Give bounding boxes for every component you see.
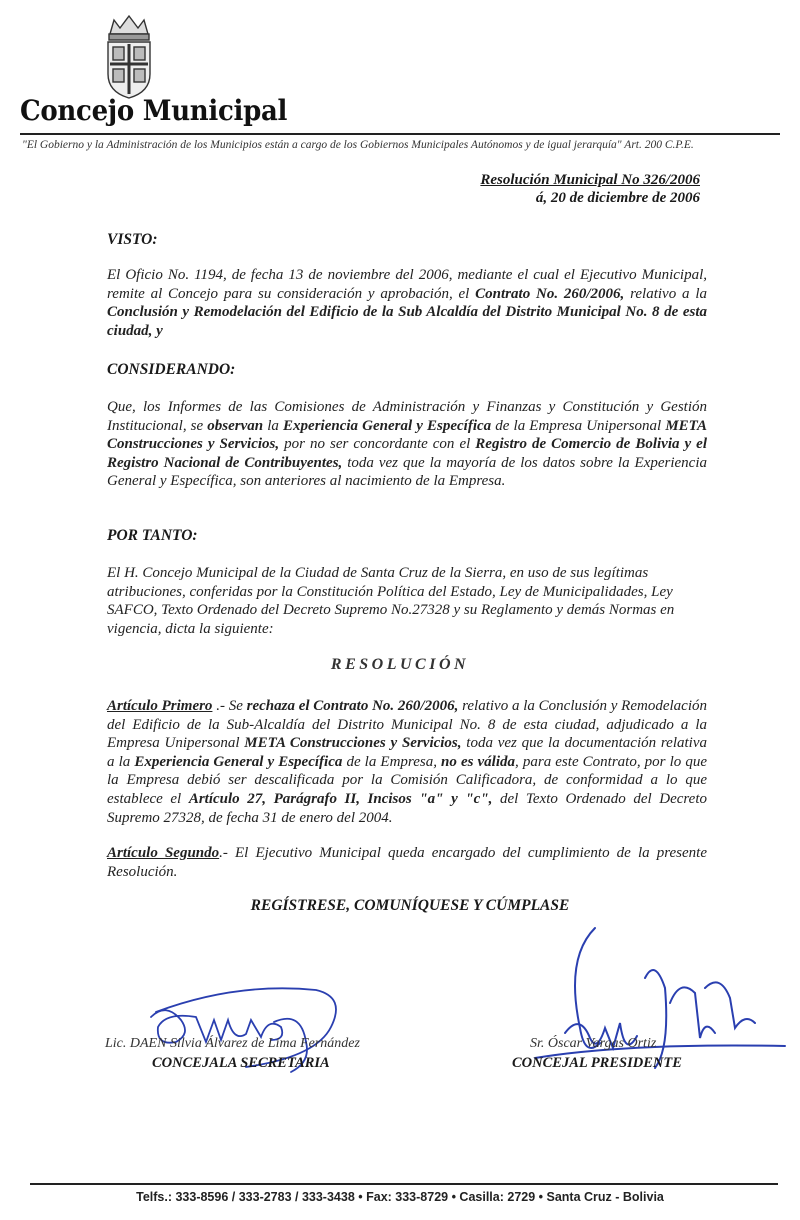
footer-contact: Telfs.: 333-8596 / 333-2783 / 333-3438 • Fax: 333-8729 • Casilla: 2729 • Santa Cruz - Bolivia: [136, 1190, 664, 1204]
resolution-number: Resolución Municipal No 326/2006: [480, 172, 700, 188]
resolution-date: á, 20 de diciembre de 2006: [535, 190, 700, 206]
coat-of-arms-logo: [100, 12, 158, 102]
considerando-paragraph: Que, los Informes de las Comisiones de Administración y Finanzas y Constitución y Gestión Institucional, se observan la Experiencia General y Específica de la Empresa Unipersonal META Construcciones y Servicios, por no ser concordante con el Registro de Comercio de Bolivia y el Registro Nacional de Contribuyentes, toda vez que la mayoría de los datos sobre la Experiencia General y Específica, son anteriores al nacimiento de la Empresa.: [107, 399, 708, 490]
article-one-paragraph: Artículo Primero .- Se rechaza el Contrato No. 260/2006, relativo a la Conclusión y Remodelación del Edificio de la Sub-Alcaldía del Distrito Municipal No. 8 de esta ciudad, adjudicado a la Empresa Unipersonal META Construcciones y Servicios, toda vez que la documentación relativa a la Experiencia General y Específica de la Empresa, no es válida, para este Contrato, por lo que la Empresa debió ser descalificada por la Comisión Calificadora, de conformidad a lo que establece el Artículo 27, Parágrafo II, Incisos "a" y "c", del Texto Ordenado del Decreto Supremo 27328, de fecha 31 de enero del 2004.: [107, 698, 707, 826]
article-one-label: Artículo Primero: [107, 698, 213, 714]
header-motto: "El Gobierno y la Administración de los Municipios están a cargo de los Gobiernos Municipales Autónomos y de igual jerarquía" Art. 200 C.P.E.: [22, 139, 694, 151]
visto-paragraph: El Oficio No. 1194, de fecha 13 de noviembre del 2006, mediante el cual el Ejecutivo Municipal, remite al Concejo para su consideración y aprobación, el Contrato No. 260/2006, relativo a la Conclusión y Remodelación del Edificio de la Sub Alcaldía del Distrito Municipal No. 8 de esta ciudad, y: [107, 267, 707, 339]
right-signatory-title: CONCEJAL PRESIDENTE: [512, 1055, 682, 1071]
right-signatory-name: Sr. Óscar Vargas Ortiz: [530, 1036, 657, 1051]
left-signatory-title: CONCEJALA SECRETARIA: [152, 1055, 330, 1071]
left-signatory-name: Lic. DAEN Silvia Álvarez de Lima Fernández: [105, 1036, 360, 1051]
portanto-paragraph: El H. Concejo Municipal de la Ciudad de Santa Cruz de la Sierra, en uso de sus legítimas atribuciones, conferidas por la Constitución Política del Estado, Ley de Municipalidades, Ley SAFCO, Texto Ordenado del Decreto Supremo No.27328 y su Reglamento y demás Normas en vigencia, dicta la siguiente:: [107, 565, 675, 637]
considerando-heading: CONSIDERANDO:: [107, 361, 236, 378]
closing-formula: REGÍSTRESE, COMUNÍQUESE Y CÚMPLASE: [250, 897, 570, 914]
visto-heading: VISTO:: [107, 231, 158, 248]
footer-rule: [30, 1183, 778, 1185]
brand-title: Concejo Municipal: [20, 95, 288, 128]
header-rule: [20, 133, 780, 135]
article-two-paragraph: Artículo Segundo.- El Ejecutivo Municipal queda encargado del cumplimiento de la presente Resolución.: [107, 845, 708, 880]
resolucion-heading: RESOLUCIÓN: [330, 656, 470, 673]
article-two-label: Artículo Segundo: [107, 845, 220, 861]
portanto-heading: POR TANTO:: [107, 527, 198, 544]
